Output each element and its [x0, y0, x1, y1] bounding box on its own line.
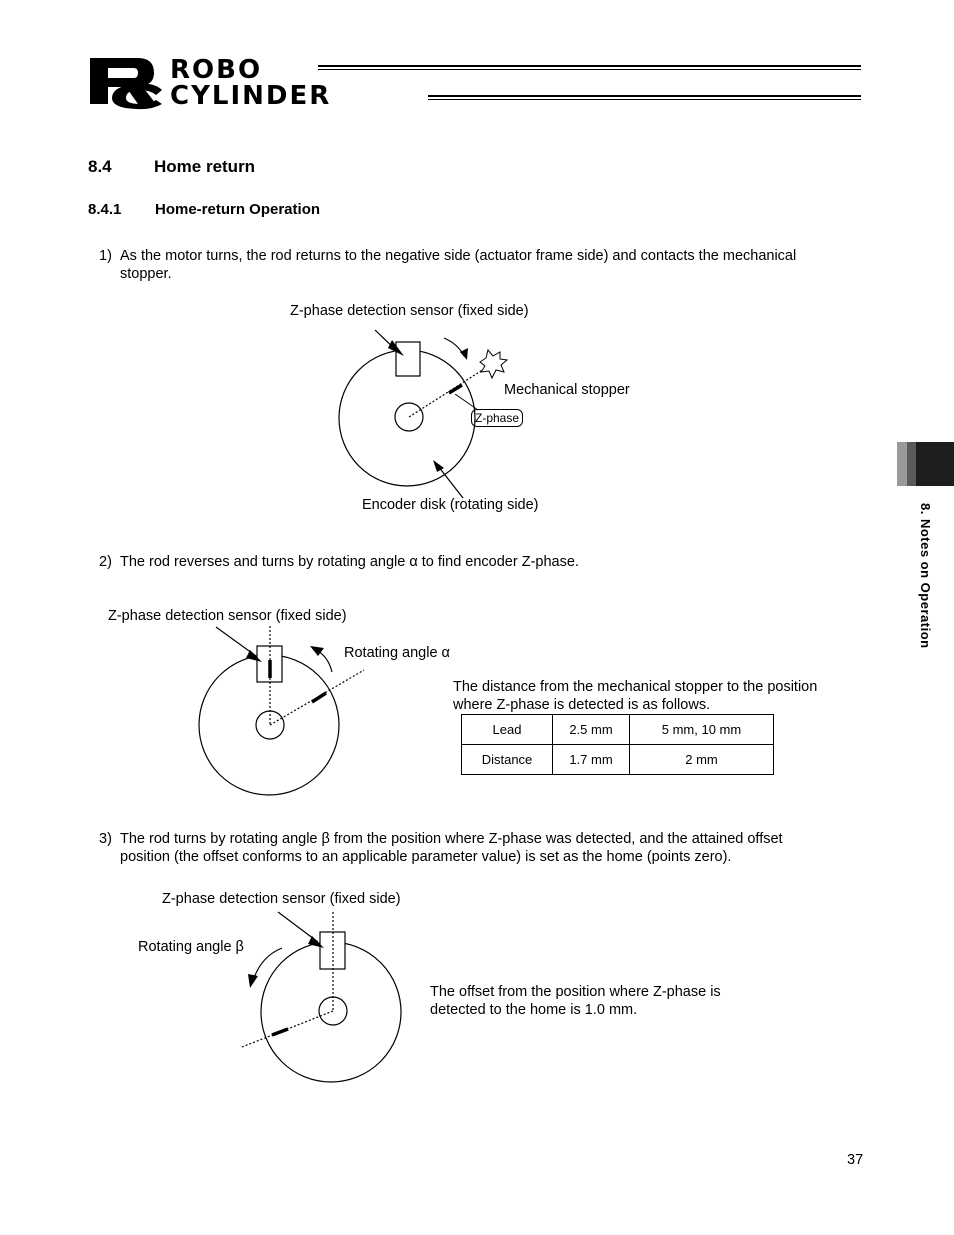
table-cell: 2.5 mm	[553, 715, 630, 745]
section-title: Home return	[154, 157, 256, 176]
table-cell: 2 mm	[630, 745, 774, 775]
fig3-angle-label: Rotating angle β	[138, 939, 244, 955]
distance-table	[461, 714, 774, 775]
step1-text-line1: As the motor turns, the rod returns to the negative side (actuator frame side) and contacts the mechanical	[120, 248, 797, 264]
subsection-title: Home-return Operation	[155, 201, 321, 218]
step3-text-line2: position (the offset conforms to an applicable parameter value) is set as the home (points zero).	[120, 849, 732, 865]
fig3-encoder-disk	[261, 942, 401, 1082]
fig2-hub	[256, 711, 284, 739]
step3-number: 3)	[99, 831, 112, 847]
step2-text: The rod reverses and turns by rotating angle α to find encoder Z-phase.	[120, 554, 579, 570]
page-number: 37	[847, 1152, 864, 1168]
fig1-encoder-disk	[339, 350, 475, 486]
fig2-note-line2: where Z-phase is detected is as follows.	[453, 697, 711, 713]
table-row	[462, 745, 774, 775]
table-row	[462, 715, 774, 745]
fig3-note-line1: The offset from the position where Z-phase is	[430, 984, 721, 1000]
fig3-hub	[319, 997, 347, 1025]
step3-text-line1: The rod turns by rotating angle β from the position where Z-phase was detected, and the attained offset	[120, 831, 783, 847]
fig3-note-line2: detected to the home is 1.0 mm.	[430, 1002, 638, 1018]
fig2-angle-label: Rotating angle α	[344, 645, 450, 661]
step2-number: 2)	[99, 554, 112, 570]
section-number: 8.4	[88, 157, 112, 176]
table-cell: 1.7 mm	[553, 745, 630, 775]
fig1-zphase-label: Z-phase	[475, 411, 520, 425]
fig1-zphase-callout	[471, 409, 523, 427]
fig1-hub	[395, 403, 423, 431]
fig1-sensor-box	[396, 342, 420, 376]
fig2-note-line1: The distance from the mechanical stopper to the position	[453, 679, 818, 695]
step1-text-line2: stopper.	[120, 266, 172, 282]
header-rule-top	[318, 65, 861, 70]
fig2-sensor-box	[257, 646, 282, 682]
fig1-sensor-label: Z-phase detection sensor (fixed side)	[290, 303, 529, 319]
fig2-encoder-disk	[199, 655, 339, 795]
table-cell: 5 mm, 10 mm	[630, 715, 774, 745]
table-cell: Lead	[462, 715, 553, 745]
logo-text-cylinder: CYLINDER	[170, 81, 332, 111]
fig3-sensor-label: Z-phase detection sensor (fixed side)	[162, 891, 401, 907]
fig1-stopper-label: Mechanical stopper	[504, 382, 630, 398]
side-tab-label: 8. Notes on Operation	[918, 503, 933, 649]
step1-number: 1)	[99, 248, 112, 264]
subsection-number: 8.4.1	[88, 201, 122, 218]
fig1-stopper-burst	[480, 350, 507, 378]
table-cell: Distance	[462, 745, 553, 775]
fig2-sensor-label: Z-phase detection sensor (fixed side)	[108, 608, 347, 624]
side-tab-marker	[897, 442, 954, 486]
logo-text-robo: ROBO	[170, 55, 263, 85]
fig1-encoder-label: Encoder disk (rotating side)	[362, 497, 539, 513]
fig3-sensor-box	[320, 932, 345, 969]
header-rule-bottom	[428, 95, 861, 100]
